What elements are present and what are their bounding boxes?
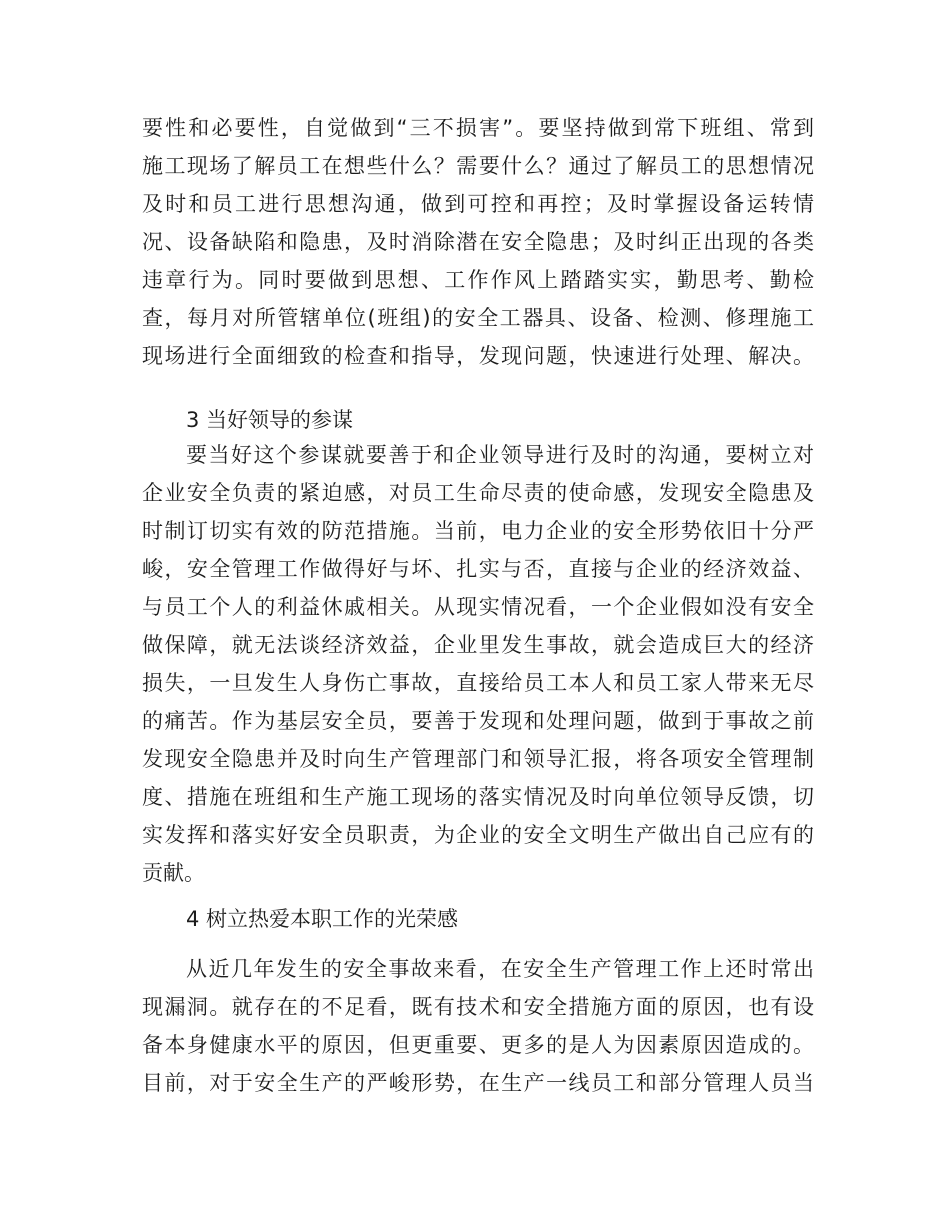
paragraph-line: 要性和必要性，自觉做到“三不损害”。要坚持做到常下班组、常到 [142,116,814,140]
paragraph-line: 查，每月对所管辖单位(班组)的安全工器具、设备、检测、修理施工 [142,306,814,330]
paragraph-line: 实发挥和落实好安全员职责，为企业的安全文明生产做出自己应有的 [142,823,814,847]
paragraph-line: 要当好这个参谋就要善于和企业领导进行及时的沟通，要树立对 [186,443,814,467]
paragraph-line: 违章行为。同时要做到思想、工作作风上踏踏实实，勤思考、勤检 [142,268,814,292]
paragraph-line: 与员工个人的利益休戚相关。从现实情况看，一个企业假如没有安全 [142,595,814,619]
paragraph-line: 的痛苦。作为基层安全员，要善于发现和处理问题，做到于事故之前 [142,709,814,733]
paragraph-line: 备本身健康水平的原因，但更重要、更多的是人为因素原因造成的。 [142,1033,814,1057]
paragraph-line: 现场进行全面细致的检查和指导，发现问题，快速进行处理、解决。 [142,344,814,368]
paragraph-line: 峻，安全管理工作做得好与坏、扎实与否，直接与企业的经济效益、 [142,557,814,581]
paragraph-line: 企业安全负责的紧迫感，对员工生命尽责的使命感，发现安全隐患及 [142,481,814,505]
paragraph-line: 贡献。 [142,861,205,885]
paragraph-line: 从近几年发生的安全事故来看，在安全生产管理工作上还时常出 [186,957,814,981]
paragraph-line: 施工现场了解员工在想些什么？需要什么？通过了解员工的思想情况 [142,154,814,178]
paragraph-line: 做保障，就无法谈经济效益，企业里发生事故，就会造成巨大的经济 [142,633,814,657]
paragraph-line: 现漏洞。就存在的不足看，既有技术和安全措施方面的原因，也有设 [142,995,814,1019]
paragraph-line: 度、措施在班组和生产施工现场的落实情况及时向单位领导反馈，切 [142,785,814,809]
section-heading-4: 4 树立热爱本职工作的光荣感 [186,907,459,931]
paragraph-line: 及时和员工进行思想沟通，做到可控和再控；及时掌握设备运转情 [142,192,814,216]
paragraph-line: 时制订切实有效的防范措施。当前，电力企业的安全形势依旧十分严 [142,519,814,543]
paragraph-line: 况、设备缺陷和隐患，及时消除潜在安全隐患；及时纠正出现的各类 [142,230,814,254]
paragraph-line: 发现安全隐患并及时向生产管理部门和领导汇报，将各项安全管理制 [142,747,814,771]
section-heading-3: 3 当好领导的参谋 [186,408,354,432]
paragraph-line: 目前，对于安全生产的严峻形势，在生产一线员工和部分管理人员当 [142,1071,814,1095]
paragraph-line: 损失，一旦发生人身伤亡事故，直接给员工本人和员工家人带来无尽 [142,671,814,695]
